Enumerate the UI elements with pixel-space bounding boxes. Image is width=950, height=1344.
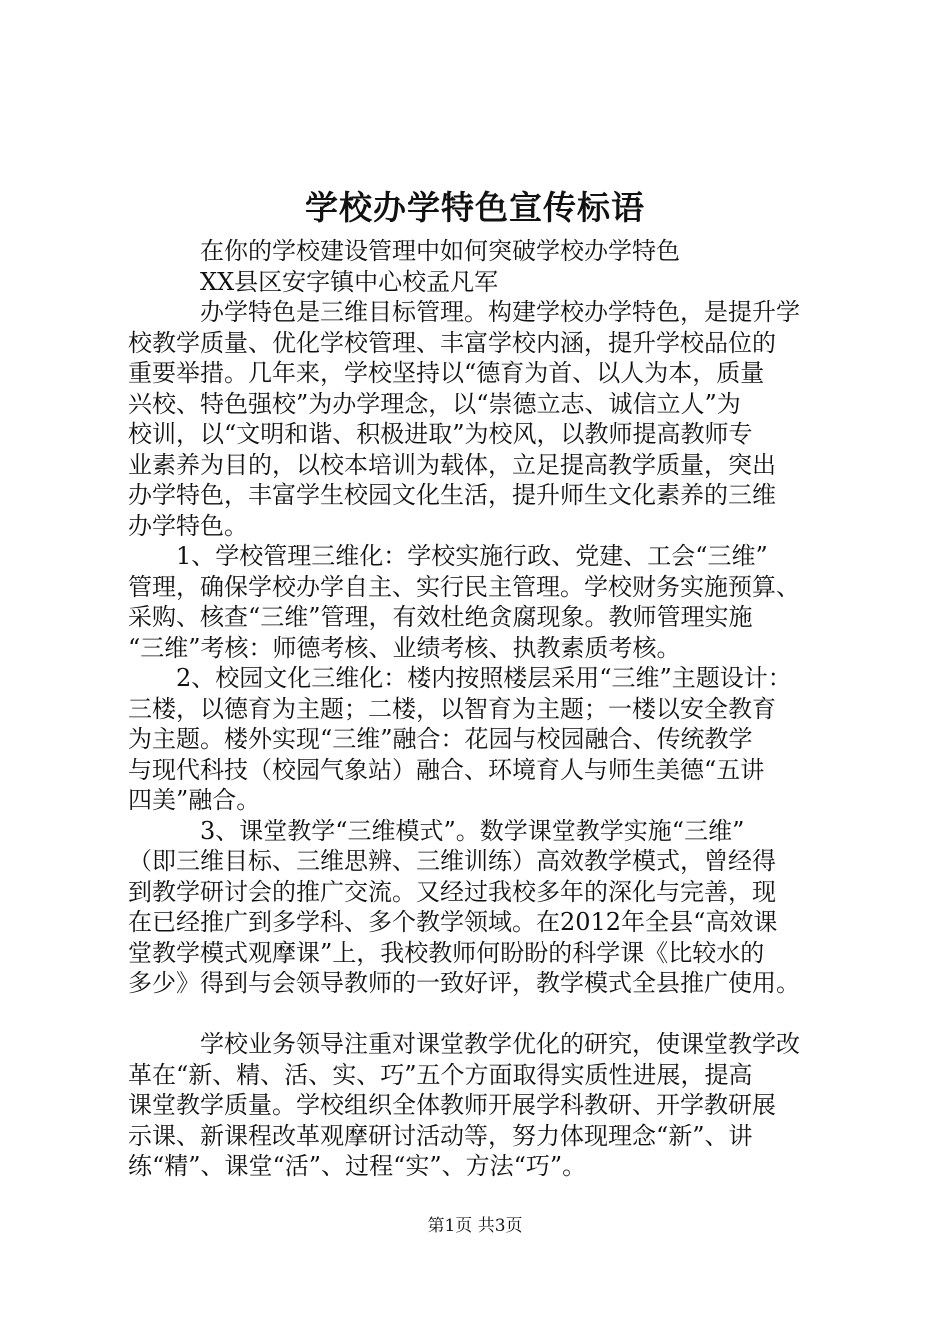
body-line: 四美”融合。 (128, 786, 261, 814)
body-line: “三维”考核：师德考核、业绩考核、执教素质考核。 (128, 633, 681, 662)
body-line: 在已经推广到多学科、多个教学领域。在2012年全县“高效课 (128, 908, 778, 936)
body-line: 重要举措。几年来，学校坚持以“德育为首、以人为本，质量 (128, 359, 765, 387)
body-line: 三楼，以德育为主题；二楼，以智育为主题；一楼以安全教育 (128, 694, 776, 723)
body-line: 3、课堂教学“三维模式”。数学课堂教学实施“三维” (128, 816, 745, 845)
body-line: 2、校园文化三维化：楼内按照楼层采用“三维”主题设计： (128, 664, 792, 692)
body-line: 1、学校管理三维化：学校实施行政、党建、工会“三维” (128, 542, 768, 570)
body-line: 校训，以“文明和谐、积极进取”为校风，以教师提高教师专 (128, 420, 753, 448)
body-line: 课堂教学质量。学校组织全体教师开展学科教研、开学教研展 (128, 1091, 776, 1119)
body-line: 管理，确保学校办学自主、实行民主管理。学校财务实施预算、 (128, 572, 800, 601)
body-line: 办学特色，丰富学生校园文化生活，提升师生文化素养的三维 (128, 481, 776, 509)
body-line: XX县区安字镇中心校孟凡军 (128, 267, 499, 296)
body-line: 革在“新、精、活、实、巧”五个方面取得实质性进展，提高 (128, 1060, 753, 1089)
body-line: 业素养为目的，以校本培训为载体，立足提高教学质量，突出 (128, 450, 776, 479)
page-indicator: 第1页 共3页 (427, 1216, 523, 1236)
body-line: 兴校、特色强校”为办学理念，以“崇德立志、诚信立人”为 (128, 389, 741, 418)
body-line: 在你的学校建设管理中如何突破学校办学特色 (128, 237, 680, 265)
body-line: 堂教学模式观摩课”上，我校教师何盼盼的科学课《比较水的 (128, 938, 765, 967)
document-title: 学校办学特色宣传标语 (305, 188, 645, 227)
body-line: 示课、新课程改革观摩研讨活动等，努力体现理念“新”、讲 (128, 1121, 753, 1150)
document-body (128, 236, 833, 1182)
body-line: 到教学研讨会的推广交流。又经过我校多年的深化与完善，现 (128, 877, 776, 906)
body-line: 校教学质量、优化学校管理、丰富学校内涵，提升学校品位的 (128, 328, 776, 357)
body-line: 办学特色是三维目标管理。构建学校办学特色，是提升学 (128, 298, 800, 326)
body-line: 与现代科技（校园气象站）融合、环境育人与师生美德“五讲 (128, 755, 765, 784)
body-line: 多少》得到与会领导教师的一致好评，教学模式全县推广使用。 (128, 969, 800, 997)
body-line: 采购、核查“三维”管理，有效杜绝贪腐现象。教师管理实施 (128, 603, 753, 631)
body-line: （即三维目标、三维思辨、三维训练）高效教学模式，曾经得 (128, 847, 776, 875)
paragraph-gap (128, 999, 833, 1030)
body-line: 学校业务领导注重对课堂教学优化的研究，使课堂教学改 (128, 1030, 800, 1058)
body-line: 办学特色。 (128, 511, 248, 540)
body-line: 练“精”、课堂“活”、过程“实”、方法“巧”。 (128, 1152, 587, 1180)
body-line: 为主题。楼外实现“三维”融合：花园与校园融合、传统教学 (128, 725, 753, 753)
